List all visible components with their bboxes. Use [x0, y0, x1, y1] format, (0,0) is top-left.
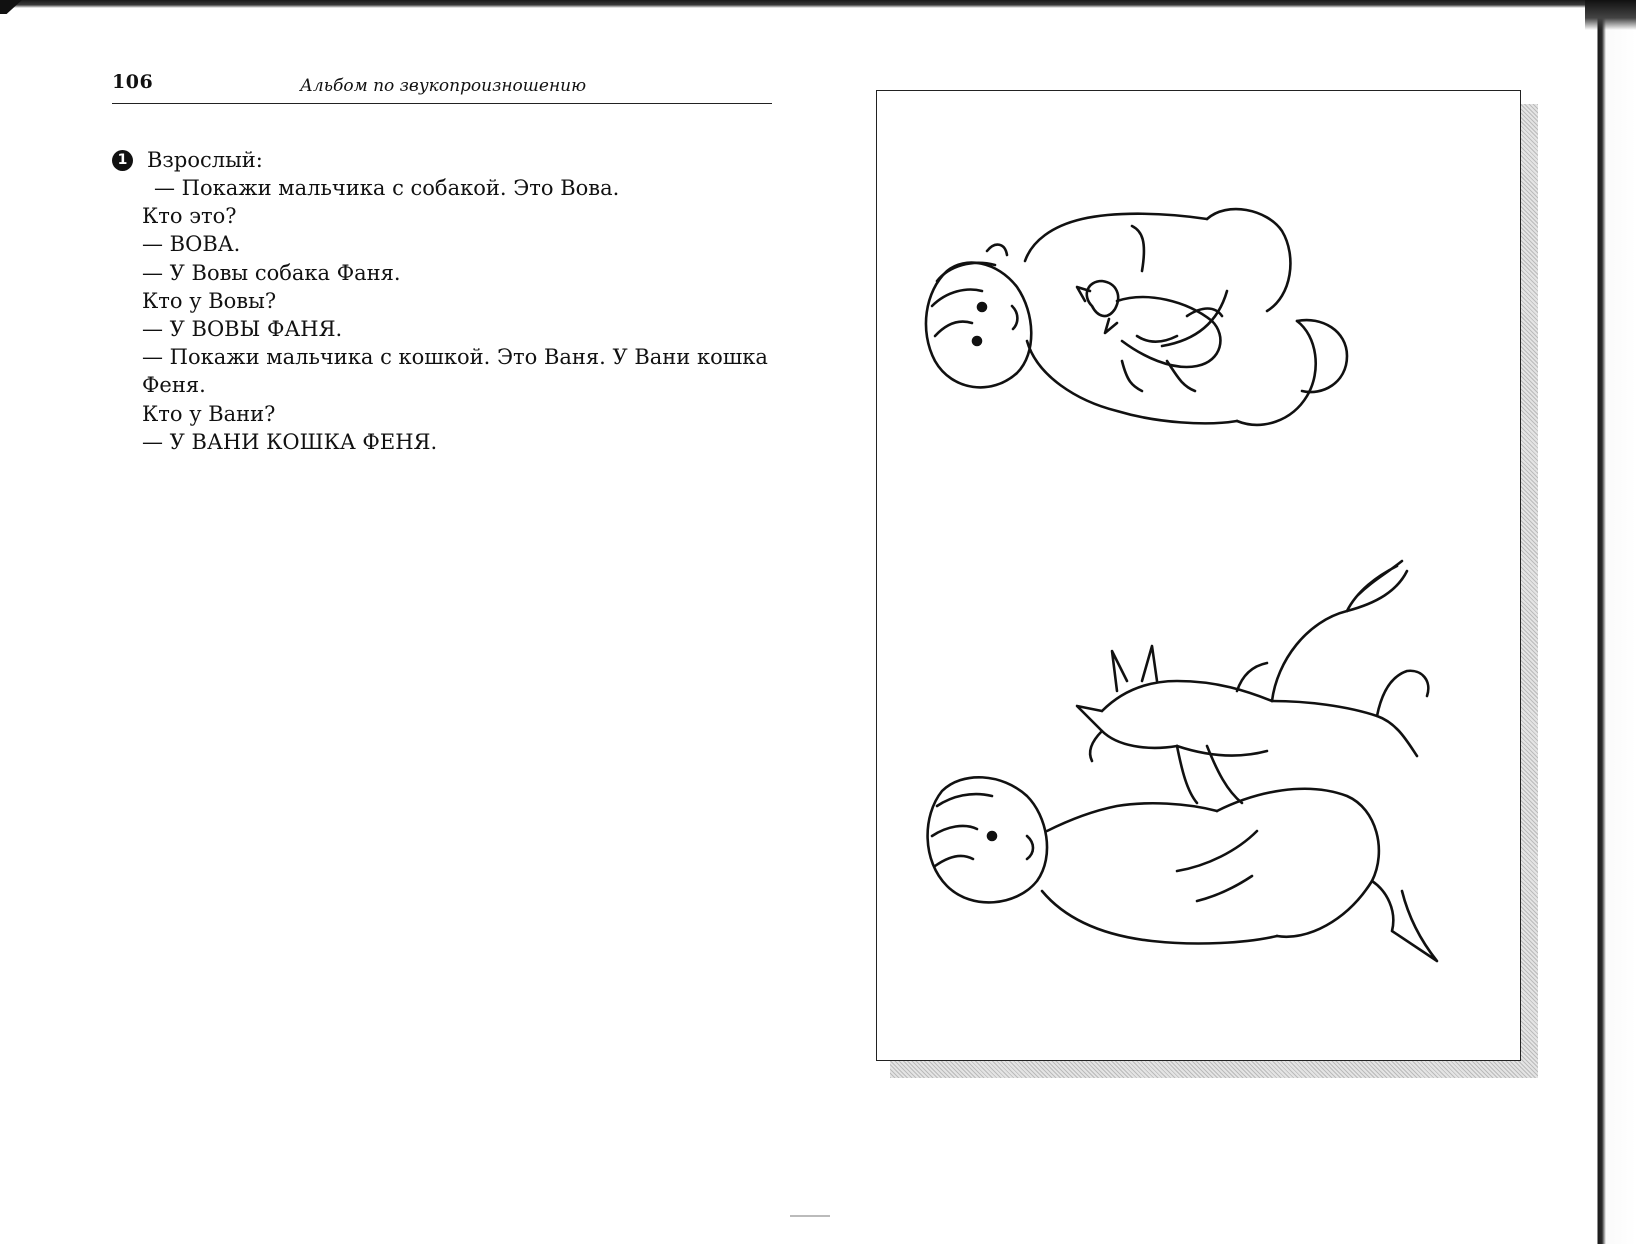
book-spine-corner: [1585, 0, 1636, 30]
exercise-number-marker: 1: [112, 150, 133, 171]
book-spine-edge: [1594, 0, 1636, 1244]
boys-with-pets-drawing: [877, 91, 1522, 1062]
running-head: Альбом по звукопроизношению: [300, 76, 587, 96]
dialogue-line: — У ВОВЫ ФАНЯ.: [142, 317, 343, 342]
dialogue-line: Кто у Вовы?: [142, 288, 277, 313]
header-rule: [112, 103, 772, 104]
dialogue-line: — ВОВА.: [142, 232, 241, 257]
dialogue-line: — Покажи мальчика с кошкой. Это Ваня. У Вани кошка: [142, 345, 768, 370]
boy-with-dog-figure: [928, 561, 1437, 961]
boy-with-cat-figure: [926, 209, 1347, 425]
dialogue-lines: [142, 174, 822, 456]
dialogue-line: — Покажи мальчика с собакой. Это Вова.: [154, 176, 620, 200]
page-top-edge: [0, 0, 1636, 8]
dialogue-line: Кто это?: [142, 204, 237, 229]
page-footer-mark: [790, 1215, 830, 1217]
page-number: 106: [112, 71, 154, 93]
speaker-label: Взрослый:: [147, 148, 263, 172]
dialogue-line: Кто у Вани?: [142, 401, 276, 426]
dialogue-line: — У ВАНИ КОШКА ФЕНЯ.: [142, 429, 438, 454]
illustration-frame: [876, 90, 1521, 1061]
dialogue-line: Феня.: [142, 373, 206, 398]
dialogue-line: — У Вовы собака Фаня.: [142, 260, 401, 285]
